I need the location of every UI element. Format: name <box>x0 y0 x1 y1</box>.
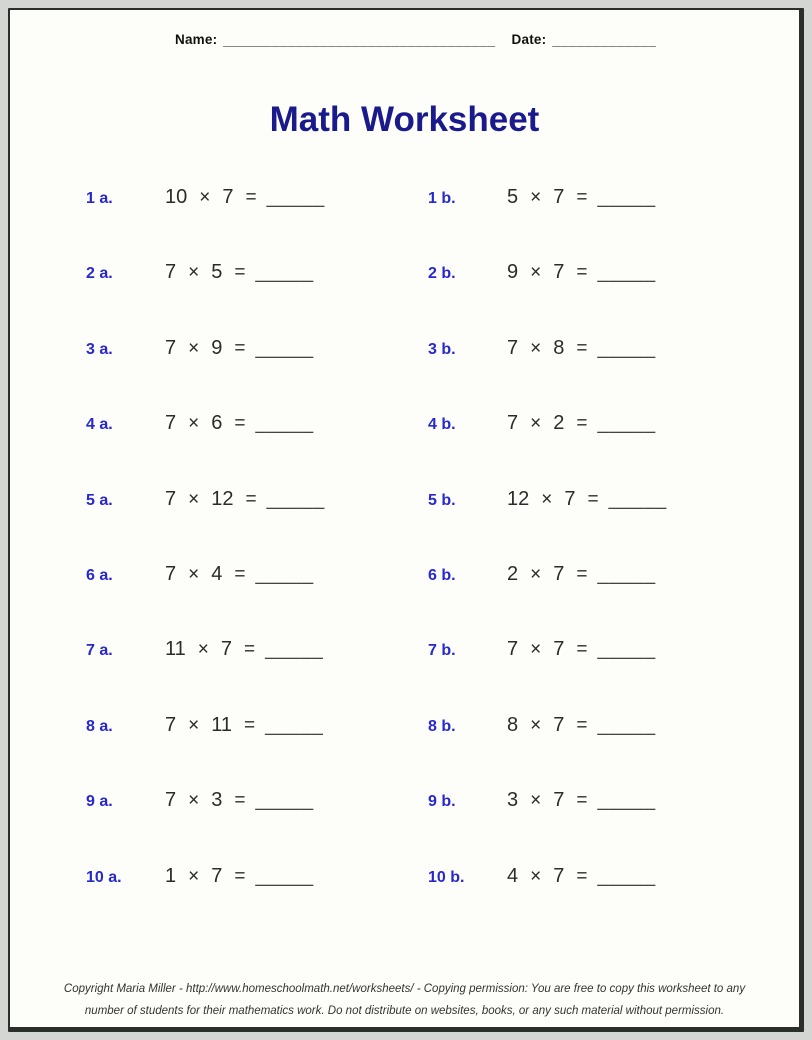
problem-expression <box>165 186 325 209</box>
problem-expression <box>507 714 656 737</box>
equals-sign: = <box>234 337 246 359</box>
problem-label: 3 a. <box>86 340 113 358</box>
factor-2: 3 <box>211 789 223 812</box>
factor-2: 7 <box>211 864 223 887</box>
factor-1: 12 <box>507 487 530 510</box>
date-blank-line: _____________ <box>552 32 657 47</box>
times-sign: × <box>530 187 542 208</box>
factor-1: 7 <box>165 562 177 585</box>
problem-expression <box>165 412 314 435</box>
equals-sign: = <box>244 639 256 661</box>
factor-1: 2 <box>507 562 519 585</box>
factor-2: 5 <box>211 261 223 284</box>
factor-1: 7 <box>165 412 177 435</box>
problem-cell-b <box>428 261 656 326</box>
problem-cell-a <box>86 186 428 251</box>
factor-2: 7 <box>553 864 565 887</box>
factor-1: 11 <box>165 638 186 661</box>
problem-cell-b <box>428 412 656 477</box>
times-sign: × <box>188 413 200 435</box>
problem-row <box>10 327 799 402</box>
answer-blank: _____ <box>597 789 656 812</box>
equals-sign: = <box>576 639 588 661</box>
problem-cell-a <box>86 789 428 854</box>
problem-label: 7 b. <box>428 642 456 660</box>
equals-sign: = <box>245 488 257 510</box>
answer-blank: _____ <box>266 487 325 510</box>
copyright-line-2: number of students for their mathematics work. Do not distribute on websites, books, or any such material without permission. <box>84 1005 725 1017</box>
answer-blank: _____ <box>597 864 656 887</box>
answer-blank: _____ <box>597 562 656 585</box>
times-sign: × <box>188 563 200 585</box>
answer-blank: _____ <box>608 487 667 510</box>
factor-1: 7 <box>507 336 519 359</box>
problem-cell-a <box>86 865 428 930</box>
factor-2: 4 <box>211 562 223 585</box>
factor-1: 3 <box>507 789 519 812</box>
factor-1: 4 <box>507 864 519 887</box>
times-sign: × <box>188 714 200 736</box>
answer-blank: _____ <box>597 713 656 736</box>
times-sign: × <box>541 488 553 510</box>
problem-cell-a <box>86 261 428 326</box>
factor-1: 9 <box>507 261 519 284</box>
problem-label: 9 a. <box>86 793 113 811</box>
answer-blank: _____ <box>265 713 324 736</box>
answer-blank: _____ <box>265 638 324 661</box>
copyright-line-1: Copyright Maria Miller - http://www.homeschoolmath.net/worksheets/ - Copying permission: You are free to copy this worksheet to any <box>63 983 746 995</box>
problem-expression <box>507 186 656 209</box>
problem-expression <box>165 563 314 586</box>
problem-cell-b <box>428 563 656 628</box>
times-sign: × <box>188 790 200 812</box>
problem-row <box>10 478 799 553</box>
answer-blank: _____ <box>597 638 656 661</box>
problem-expression <box>507 337 656 360</box>
problem-label: 2 b. <box>428 265 456 283</box>
factor-2: 7 <box>553 562 565 585</box>
factor-2: 7 <box>553 261 565 284</box>
answer-blank: _____ <box>597 186 656 208</box>
problem-label: 10 a. <box>86 868 122 886</box>
answer-blank: _____ <box>255 412 314 435</box>
factor-2: 2 <box>553 412 565 435</box>
times-sign: × <box>188 488 200 510</box>
problem-label: 4 a. <box>86 416 113 434</box>
factor-2: 9 <box>211 336 223 359</box>
factor-1: 8 <box>507 713 519 736</box>
times-sign: × <box>188 337 200 359</box>
factor-1: 7 <box>507 412 519 435</box>
equals-sign: = <box>576 337 588 359</box>
problem-cell-a <box>86 638 428 703</box>
factor-1: 7 <box>165 336 177 359</box>
factor-1: 7 <box>165 487 177 510</box>
times-sign: × <box>530 639 542 661</box>
problem-expression <box>165 714 323 737</box>
answer-blank: _____ <box>597 261 656 284</box>
problem-label: 2 a. <box>86 265 113 283</box>
equals-sign: = <box>576 865 588 887</box>
factor-2: 7 <box>222 186 234 208</box>
date-label: Date: <box>511 32 547 47</box>
problem-cell-b <box>428 714 656 779</box>
problem-row <box>10 402 799 477</box>
equals-sign: = <box>234 563 246 585</box>
equals-sign: = <box>576 413 588 435</box>
answer-blank: _____ <box>597 412 656 435</box>
answer-blank: _____ <box>255 789 314 812</box>
problems <box>10 176 799 930</box>
factor-2: 8 <box>553 336 565 359</box>
times-sign: × <box>530 865 542 887</box>
problem-label: 1 a. <box>86 190 113 207</box>
problem-expression <box>165 337 314 360</box>
factor-2: 7 <box>553 638 565 661</box>
times-sign: × <box>530 413 542 435</box>
problem-label: 5 a. <box>86 491 113 509</box>
name-blank-line: __________________________________ <box>223 32 496 47</box>
factor-1: 1 <box>165 864 177 887</box>
equals-sign: = <box>576 563 588 585</box>
problem-label: 5 b. <box>428 491 456 509</box>
problem-cell-a <box>86 488 428 553</box>
problem-row <box>10 855 799 930</box>
problem-expression <box>165 488 325 511</box>
problem-expression <box>507 789 656 812</box>
factor-2: 7 <box>553 186 565 208</box>
problem-cell-b <box>428 865 656 930</box>
problem-cell-a <box>86 412 428 477</box>
factor-2: 11 <box>211 713 232 736</box>
times-sign: × <box>530 262 542 284</box>
problem-expression <box>507 865 656 888</box>
problem-label: 1 b. <box>428 190 456 207</box>
page-title: Math Worksheet <box>269 100 540 139</box>
times-sign: × <box>197 639 209 661</box>
times-sign: × <box>530 714 542 736</box>
problem-cell-b <box>428 186 656 251</box>
equals-sign: = <box>234 865 246 887</box>
name-date-header <box>175 32 656 47</box>
equals-sign: = <box>587 488 599 510</box>
factor-2: 7 <box>564 487 576 510</box>
answer-blank: _____ <box>266 186 325 208</box>
problem-expression <box>165 638 323 661</box>
factor-1: 7 <box>507 638 519 661</box>
answer-blank: _____ <box>255 336 314 359</box>
factor-2: 6 <box>211 412 223 435</box>
problem-expression <box>165 261 314 284</box>
problem-expression <box>507 488 667 511</box>
equals-sign: = <box>245 187 257 208</box>
problem-cell-a <box>86 714 428 779</box>
problem-cell-a <box>86 337 428 402</box>
problem-row <box>10 176 799 251</box>
problem-cell-b <box>428 789 656 854</box>
problem-label: 7 a. <box>86 642 113 660</box>
worksheet-page <box>8 8 804 1032</box>
times-sign: × <box>199 187 211 208</box>
problem-label: 6 a. <box>86 566 113 584</box>
problem-label: 8 a. <box>86 717 113 735</box>
equals-sign: = <box>234 262 246 284</box>
problem-cell-b <box>428 488 667 553</box>
times-sign: × <box>530 337 542 359</box>
problem-expression <box>507 638 656 661</box>
copyright-footer <box>10 978 799 1022</box>
factor-2: 12 <box>211 487 234 510</box>
problem-expression <box>507 261 656 284</box>
answer-blank: _____ <box>597 336 656 359</box>
factor-1: 7 <box>165 261 177 284</box>
equals-sign: = <box>576 187 588 208</box>
factor-1: 7 <box>165 713 177 736</box>
problem-label: 10 b. <box>428 868 465 886</box>
answer-blank: _____ <box>255 562 314 585</box>
equals-sign: = <box>234 413 246 435</box>
times-sign: × <box>530 563 542 585</box>
answer-blank: _____ <box>255 864 314 887</box>
problem-label: 4 b. <box>428 416 456 434</box>
name-label: Name: <box>175 32 218 47</box>
problem-cell-b <box>428 337 656 402</box>
equals-sign: = <box>244 714 256 736</box>
problem-label: 9 b. <box>428 793 456 811</box>
factor-2: 7 <box>220 638 232 661</box>
answer-blank: _____ <box>255 261 314 284</box>
problem-expression <box>507 412 656 435</box>
problem-row <box>10 779 799 854</box>
equals-sign: = <box>576 790 588 812</box>
equals-sign: = <box>576 714 588 736</box>
problem-row <box>10 553 799 628</box>
problem-row <box>10 251 799 326</box>
equals-sign: = <box>576 262 588 284</box>
factor-1: 7 <box>165 789 177 812</box>
factor-1: 10 <box>165 186 188 208</box>
times-sign: × <box>188 262 200 284</box>
problem-expression <box>507 563 656 586</box>
problem-cell-a <box>86 563 428 628</box>
factor-2: 7 <box>553 789 565 812</box>
problem-row <box>10 704 799 779</box>
times-sign: × <box>530 790 542 812</box>
problem-label: 8 b. <box>428 717 456 735</box>
problem-expression <box>165 789 314 812</box>
factor-2: 7 <box>553 713 565 736</box>
problem-cell-b <box>428 638 656 703</box>
equals-sign: = <box>234 790 246 812</box>
factor-1: 5 <box>507 186 519 208</box>
problem-expression <box>165 865 314 888</box>
problem-row <box>10 628 799 703</box>
times-sign: × <box>188 865 200 887</box>
problem-label: 3 b. <box>428 340 456 358</box>
problem-label: 6 b. <box>428 566 456 584</box>
